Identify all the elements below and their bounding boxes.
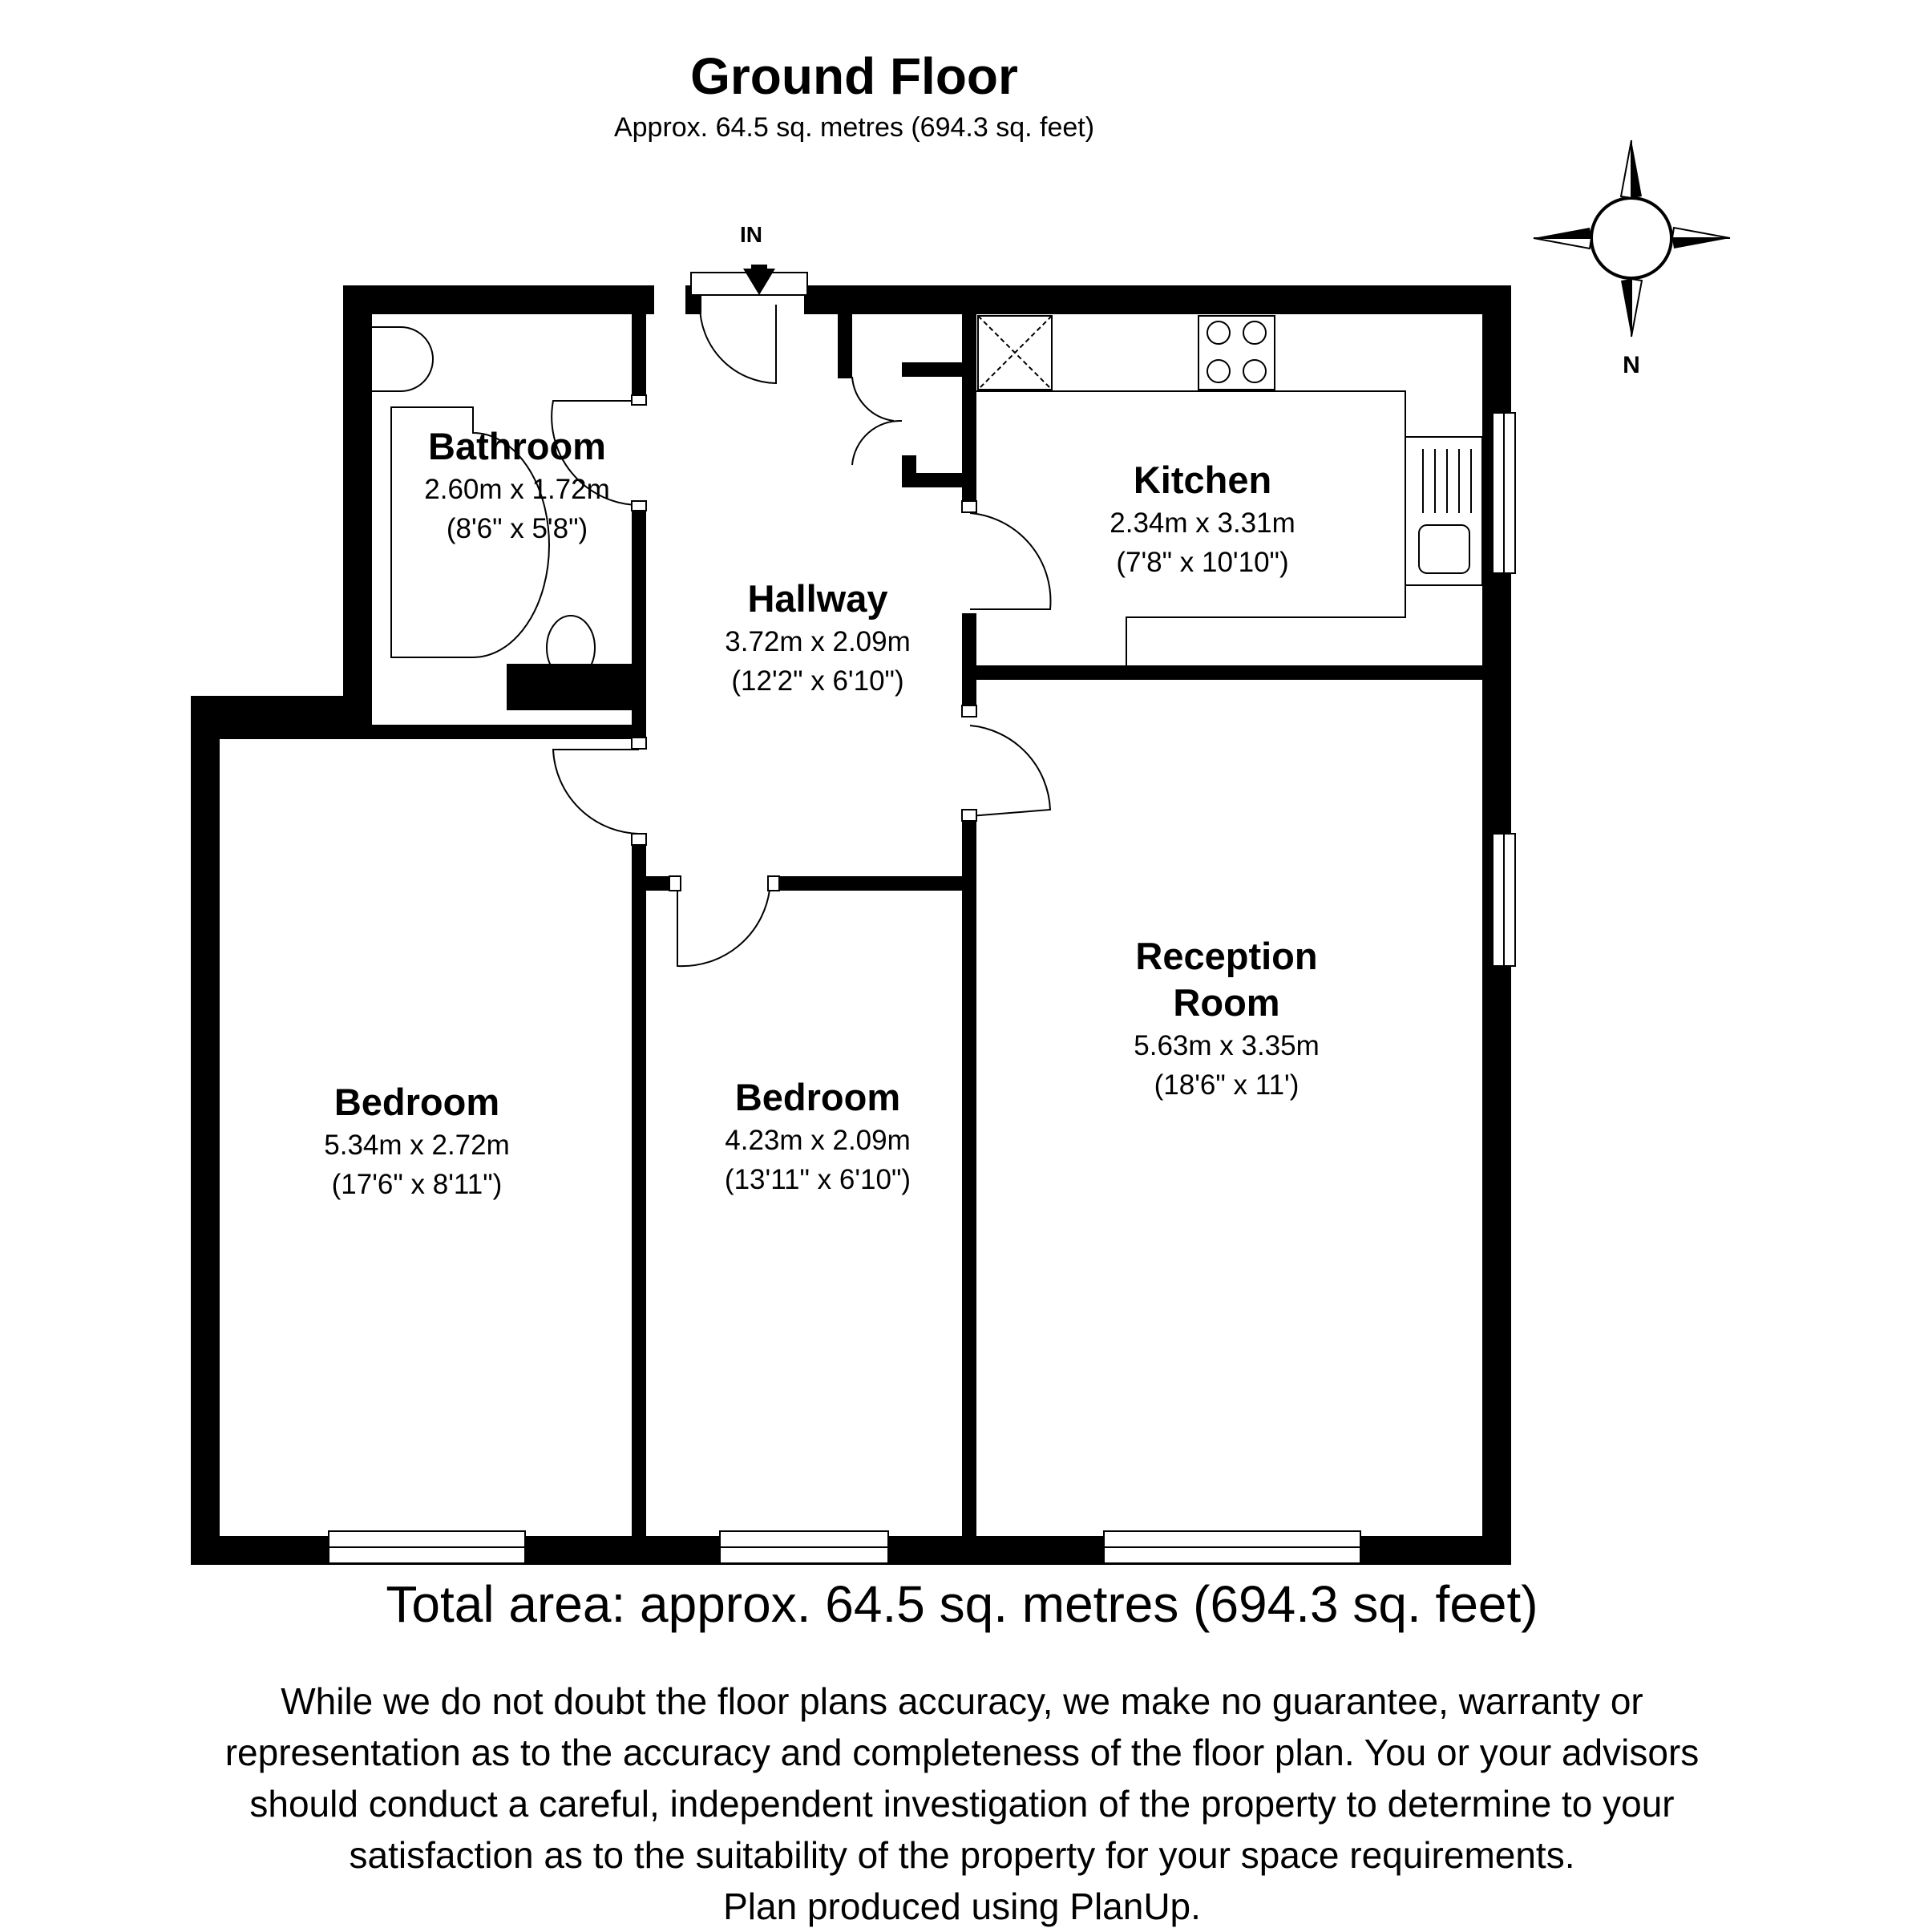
room-imperial: (12'2" x 6'10")	[731, 665, 904, 697]
compass-north-label: N	[1623, 352, 1640, 378]
room-hallway	[649, 576, 986, 701]
bedroom2-door	[677, 890, 770, 966]
room-name: Kitchen	[1133, 459, 1272, 501]
room-name: Bedroom	[333, 1081, 500, 1123]
room-name: Bathroom	[428, 425, 606, 467]
compass-icon	[1534, 140, 1730, 378]
disclaimer-line: representation as to the accuracy and completeness of the floor plan. You or your advisors	[224, 1732, 1700, 1773]
wall-bath-hall-1	[632, 314, 646, 398]
cupboard-wall-1	[838, 314, 852, 378]
room-metric: 3.72m x 2.09m	[725, 626, 911, 657]
wall-bed2-top-b	[779, 876, 970, 891]
entrance-door	[700, 305, 776, 383]
room-metric: 2.34m x 3.31m	[1110, 507, 1295, 539]
room-imperial: (13'11" x 6'10")	[724, 1164, 911, 1195]
room-metric: 5.34m x 2.72m	[324, 1130, 510, 1161]
wall-kitchen-bottom	[976, 665, 1482, 680]
cupboard-doors	[852, 377, 902, 465]
room-bedroom-2	[649, 1074, 986, 1199]
total-area: Total area: approx. 64.5 sq. metres (694.3 sq. feet)	[386, 1575, 1538, 1633]
wall-bed2-top-a	[632, 876, 672, 891]
wall-kitchen-left-1	[962, 314, 976, 507]
room-bedroom-1	[249, 1079, 585, 1204]
entrance-label: IN	[740, 222, 762, 247]
cupboard-wall-4	[902, 473, 962, 487]
room-bathroom	[349, 423, 685, 548]
room-imperial: (17'6" x 8'11")	[331, 1169, 503, 1200]
room-name: Hallway	[747, 577, 888, 620]
wall-bed1-top	[220, 725, 646, 739]
wall-top-left	[343, 285, 654, 314]
wall-top-right	[804, 285, 1511, 314]
room-metric: 4.23m x 2.09m	[725, 1125, 911, 1156]
room-metric: 5.63m x 3.35m	[1134, 1030, 1320, 1061]
room-metric: 2.60m x 1.72m	[424, 474, 610, 505]
room-name: Bedroom	[734, 1076, 901, 1118]
bath-block	[507, 664, 646, 710]
room-imperial: (8'6" x 5'8")	[446, 513, 588, 544]
disclaimer-line: While we do not doubt the floor plans accuracy, we make no guarantee, warranty or	[281, 1680, 1643, 1722]
floor-area-subtitle: Approx. 64.5 sq. metres (694.3 sq. feet)	[613, 112, 1095, 143]
disclaimer-line: satisfaction as to the suitability of the property for your space requirements.	[349, 1834, 1575, 1876]
disclaimer-line: should conduct a careful, independent investigation of the property to determine to your	[249, 1783, 1675, 1825]
page-title: Ground Floor	[690, 47, 1018, 105]
basin	[372, 327, 433, 391]
wall-bed1-right	[632, 839, 646, 1536]
room-name: Reception Room	[1135, 935, 1318, 1024]
room-imperial: (7'8" x 10'10")	[1116, 547, 1289, 578]
cupboard-wall-2	[902, 362, 962, 377]
disclaimer-line: Plan produced using PlanUp.	[723, 1886, 1201, 1927]
room-kitchen	[1034, 457, 1371, 582]
drainer	[1423, 449, 1471, 513]
room-imperial: (18'6" x 11')	[1154, 1069, 1300, 1101]
bedroom1-door	[553, 750, 639, 834]
wall-left	[191, 696, 220, 1565]
disclaimer	[32, 1675, 1892, 1932]
reception-door	[970, 726, 1050, 816]
room-reception	[1058, 933, 1395, 1105]
sink-bowl	[1419, 525, 1469, 573]
